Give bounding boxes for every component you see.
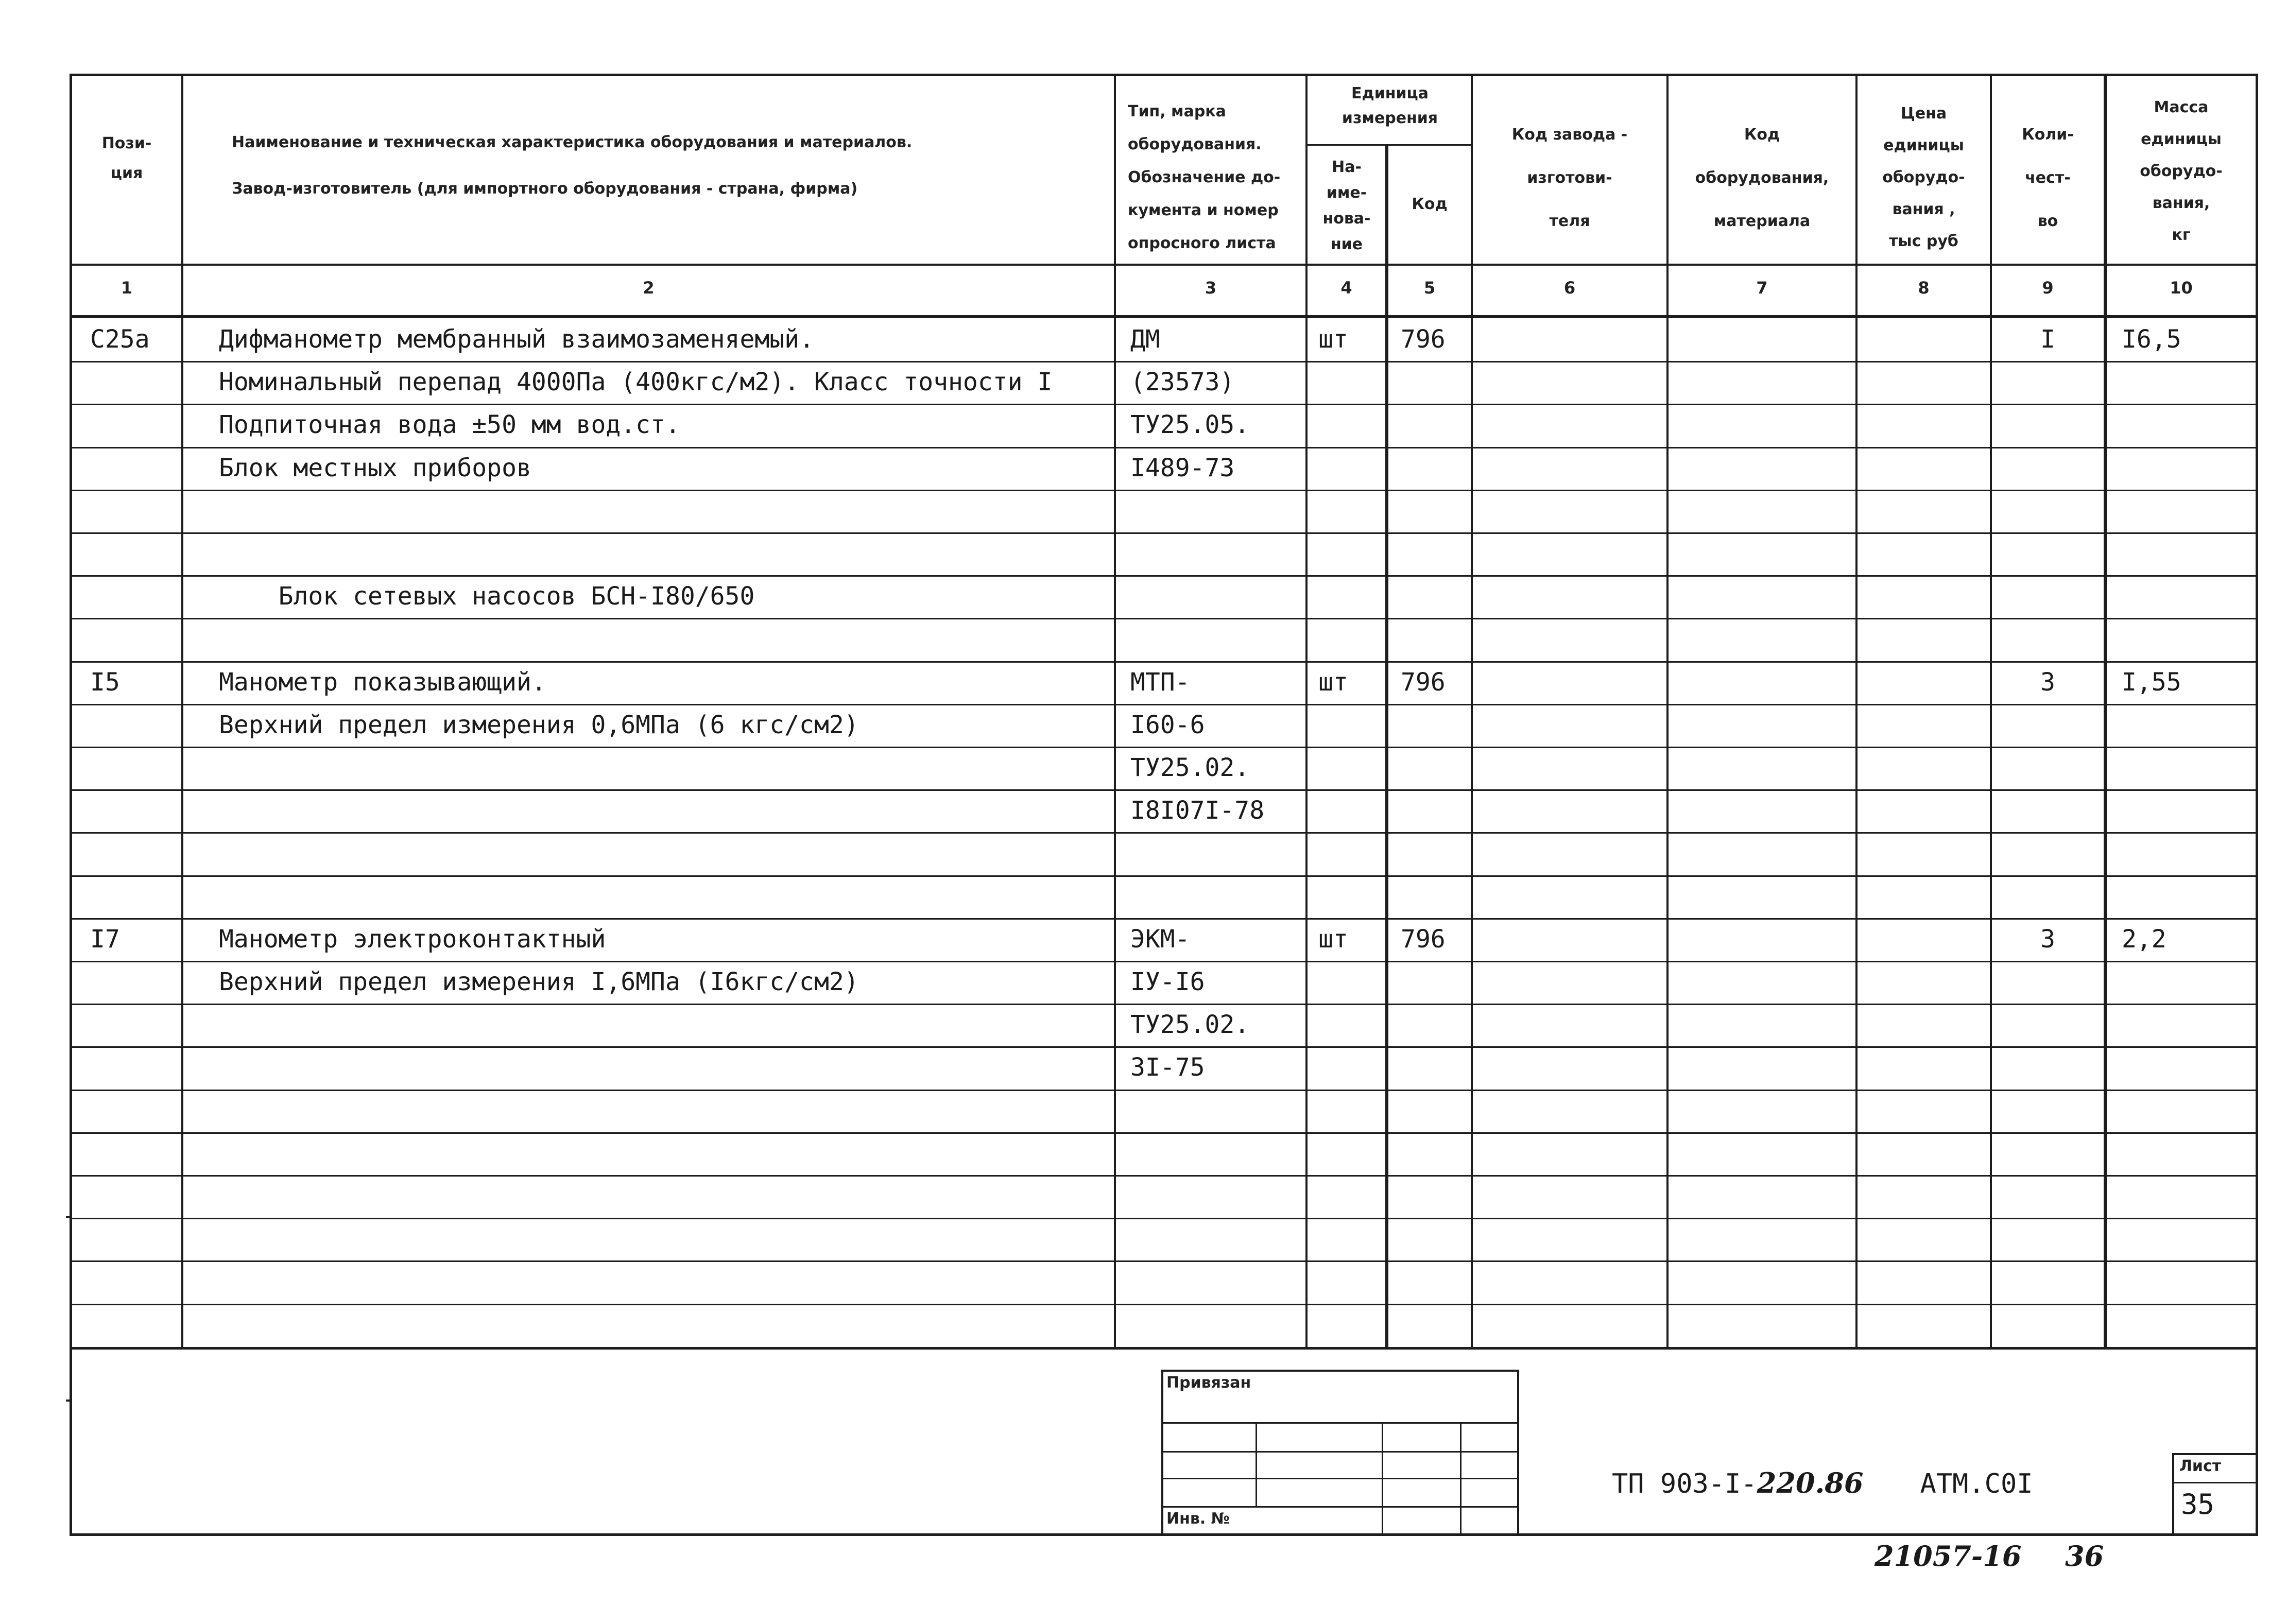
cell-name: Блок местных приборов [219,454,531,482]
cell-qty: 3 [2040,668,2055,697]
row-line [72,1218,2256,1219]
row-line [72,490,2256,491]
col-number-8: 8 [1918,278,1930,298]
cell-name: Блок сетевых насосов БСН-I80/650 [219,582,755,611]
hdr-name: Наименование и техническая характеристика оборудования и материалов. Завод-изготовитель (для импортного оборудования - страна, фирма) [232,133,913,198]
frame-top [70,74,2258,76]
cell-unit: шт [1318,325,1348,354]
document-code [1612,1466,2033,1499]
col-number-5: 5 [1423,278,1436,298]
row-line [72,1175,2256,1177]
cell-code: 796 [1401,925,1446,954]
hdr-quantity: Коли- чест- во [2022,126,2074,230]
stamp-bound-label: Привязан [1166,1374,1251,1392]
cell-name: Дифманометр мембранный взаимозаменяемый. [219,325,814,354]
row-line [72,532,2256,534]
row-line [72,875,2256,877]
row-line [72,1132,2256,1134]
hdr-type: Тип, марка оборудования. Обозначение до- кумента и номер опросного листа [1128,102,1281,252]
col-number-9: 9 [2042,278,2054,298]
margin-tick-1 [66,1216,71,1218]
cell-type: I8I07I-78 [1130,796,1265,825]
row-line [72,1304,2256,1305]
cell-code: 796 [1401,325,1446,354]
margin-tick-2 [66,1400,71,1402]
col-number-6: 6 [1563,278,1576,298]
hdr-unit-code: Код [1412,195,1448,213]
table-bottom-line [70,1347,2258,1350]
cell-type: ТУ25.02. [1130,753,1250,782]
cell-type: (23573) [1130,368,1235,396]
cell-type: ДМ [1130,325,1160,354]
sheet-number: 35 [2181,1488,2215,1521]
cell-pos: I7 [90,925,120,954]
cell-unit: шт [1318,925,1348,954]
cell-mass: I,55 [2122,668,2181,697]
cell-type: ТУ25.05. [1130,410,1250,439]
doc-code-suffix: АТМ.С0I [1920,1468,2033,1499]
cell-pos: I5 [90,668,120,697]
hdr-mass: Масса единицы оборудо- вания, кг [2140,98,2223,244]
header-bottom-line [70,264,2258,266]
cell-name: Манометр показывающий. [219,668,546,697]
hdr-factory-code: Код завода - изготови- теля [1511,126,1628,230]
doc-code-handwritten: 220.86 [1757,1466,1864,1499]
cell-name: Номинальный перепад 4000Па (400кгс/м2). Класс точности I [219,368,1053,396]
cell-name: Верхний предел измерения 0,6МПа (6 кгс/см2) [219,711,859,739]
doc-code-prefix: ТП 903-I- [1612,1468,1757,1499]
col-number-10: 10 [2170,278,2193,298]
col-number-2: 2 [643,278,655,298]
cell-type: I60-6 [1130,711,1205,739]
row-line [72,618,2256,619]
cell-mass: I6,5 [2122,325,2181,354]
hdr-price: Цена единицы оборудо- вания , тыс руб [1882,105,1965,250]
cell-type: I489-73 [1130,454,1235,482]
cell-type: IУ-I6 [1130,968,1205,996]
cell-pos: С25а [90,325,150,354]
cell-name: Подпиточная вода ±50 мм вод.ст. [219,410,680,439]
archive-number: 21057-16 [1875,1540,2022,1573]
cell-mass: 2,2 [2122,925,2166,954]
unit-header-line [1305,144,1473,146]
stamp-inv-label: Инв. № [1166,1510,1230,1528]
page-number: 36 [2065,1540,2104,1573]
hdr-equipment-code: Код оборудования, материала [1695,126,1829,230]
row-line [72,832,2256,834]
col-number-3: 3 [1205,278,1217,298]
cell-type: ЭКМ- [1130,925,1190,954]
hdr-unit-group: Единица измерения [1342,84,1438,127]
cell-name: Верхний предел измерения I,6МПа (I6кгс/см2) [219,968,859,996]
frame-bottom [70,1533,2258,1536]
frame-right [2256,74,2258,1536]
row-line [72,1260,2256,1262]
cell-qty: I [2040,325,2055,354]
col-number-4: 4 [1340,278,1352,298]
cell-type: 3I-75 [1130,1053,1205,1082]
row-line [72,1090,2256,1091]
cell-name: Манометр электроконтактный [219,925,606,954]
cell-code: 796 [1401,668,1446,697]
col-number-7: 7 [1756,278,1768,298]
cell-qty: 3 [2040,925,2055,954]
hdr-position: Пози- ция [101,134,152,182]
sheet-label: Лист [2179,1457,2222,1475]
cell-unit: шт [1318,668,1348,697]
cell-type: МТП- [1130,668,1190,697]
hdr-unit-name: На- име- нова- ние [1322,158,1371,253]
cell-type: ТУ25.02. [1130,1010,1250,1039]
col-number-1: 1 [121,278,133,298]
